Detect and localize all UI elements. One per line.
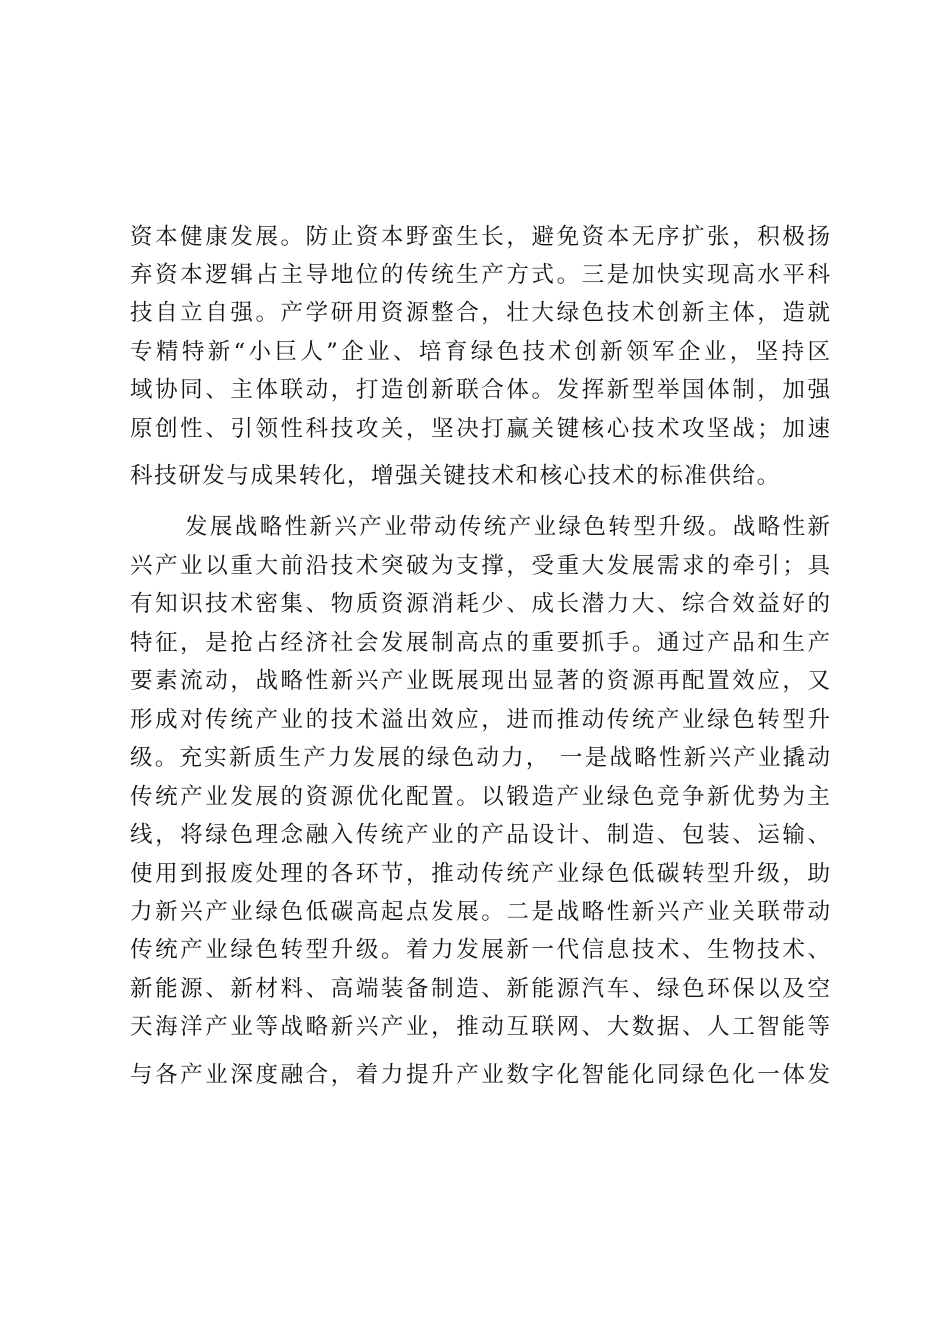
paragraph-2-line-2: 兴产业以重大前沿技术突破为支撑，受重大发展需求的牵引；具 xyxy=(130,553,830,579)
paragraph-1-line-3: 技自立自强。产学研用资源整合，壮大绿色技术创新主体，造就 xyxy=(130,300,830,326)
paragraph-1-line-5: 域协同、主体联动，打造创新联合体。发挥新型举国体制，加强 xyxy=(130,377,830,403)
paragraph-2-line-15: 与各产业深度融合，着力提升产业数字化智能化同绿色化一体发 xyxy=(130,1062,830,1088)
paragraph-2-line-3: 有知识技术密集、物质资源消耗少、成长潜力大、综合效益好的 xyxy=(130,591,830,617)
paragraph-1-line-7: 科技研发与成果转化，增强关键技术和核心技术的标准供给。 xyxy=(130,463,781,489)
paragraph-2-line-6: 形成对传统产业的技术溢出效应，进而推动传统产业绿色转型升 xyxy=(130,707,830,733)
paragraph-2-line-9: 线，将绿色理念融入传统产业的产品设计、制造、包装、运输、 xyxy=(130,822,830,848)
paragraph-2-line-8: 传统产业发展的资源优化配置。以锻造产业绿色竞争新优势为主 xyxy=(130,784,830,810)
paragraph-2-line-12: 传统产业绿色转型升级。着力发展新一代信息技术、生物技术、 xyxy=(130,937,830,963)
paragraph-2-line-7: 级。充实新质生产力发展的绿色动力， 一是战略性新兴产业撬动 xyxy=(130,745,830,771)
paragraph-2-line-4: 特征，是抢占经济社会发展制高点的重要抓手。通过产品和生产 xyxy=(130,630,830,656)
paragraph-2-line-13: 新能源、新材料、高端装备制造、新能源汽车、绿色环保以及空 xyxy=(130,976,830,1002)
paragraph-2-line-1: 发展战略性新兴产业带动传统产业绿色转型升级。战略性新 xyxy=(185,514,830,540)
paragraph-2-line-10: 使用到报废处理的各环节，推动传统产业绿色低碳转型升级，助 xyxy=(130,861,830,887)
paragraph-1-line-6: 原创性、引领性科技攻关，坚决打赢关键核心技术攻坚战；加速 xyxy=(130,416,830,442)
paragraph-2-line-11: 力新兴产业绿色低碳高起点发展。二是战略性新兴产业关联带动 xyxy=(130,899,830,925)
paragraph-1-line-2: 弃资本逻辑占主导地位的传统生产方式。三是加快实现高水平科 xyxy=(130,262,830,288)
paragraph-2-line-14: 天海洋产业等战略新兴产业，推动互联网、大数据、人工智能等 xyxy=(130,1014,830,1040)
paragraph-2-line-5: 要素流动，战略性新兴产业既展现出显著的资源再配置效应，又 xyxy=(130,668,830,694)
paragraph-1-line-4: 专精特新“小巨人”企业、培育绿色技术创新领军企业，坚持区 xyxy=(130,339,830,365)
paragraph-1-line-1: 资本健康发展。防止资本野蛮生长，避免资本无序扩张，积极扬 xyxy=(130,224,830,250)
